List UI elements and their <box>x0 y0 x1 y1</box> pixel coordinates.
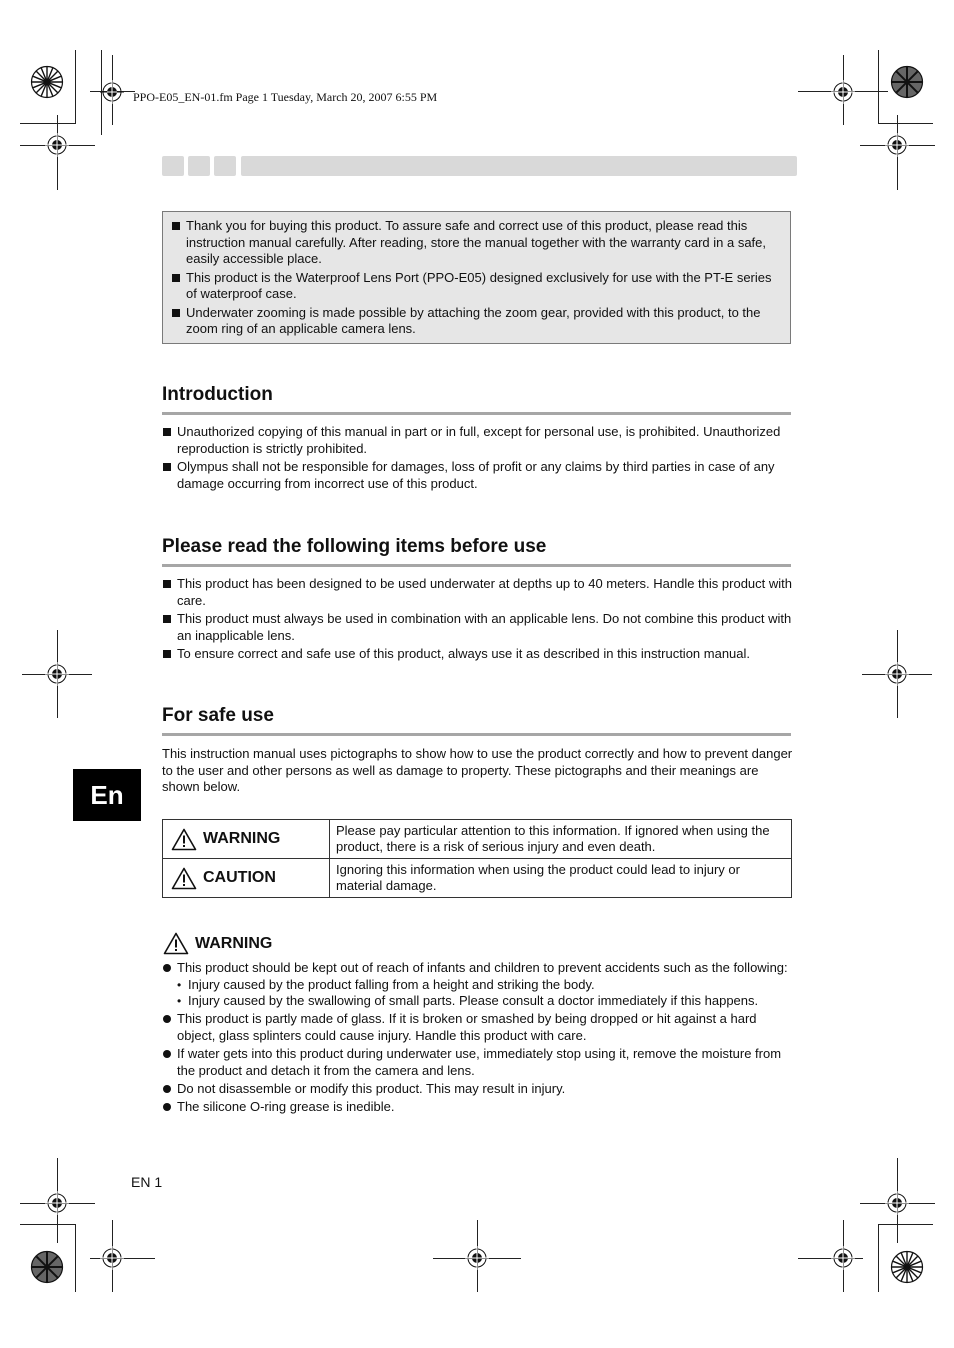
section-rule <box>162 412 791 415</box>
introduction-list <box>162 424 794 494</box>
safe-use-intro: This instruction manual uses pictographs to show how to use the product correctly and how to prevent danger to the user and other persons as well as damage to property. These pictographs and their meanings are shown below. <box>162 746 793 795</box>
notice-box <box>162 211 791 344</box>
before-use-list <box>162 576 794 664</box>
list-item: Do not disassemble or modify this product. This may result in injury. <box>162 1081 794 1098</box>
header-square <box>214 156 236 176</box>
registration-mark-icon <box>885 662 909 686</box>
header-square <box>162 156 184 176</box>
warning-heading <box>163 932 272 955</box>
language-tab: En <box>73 769 141 821</box>
pictograph-description: Please pay particular attention to this information. If ignored when using the product, there is a risk of serious injury and even death. <box>330 820 792 859</box>
warning-triangle-icon <box>171 828 197 851</box>
registration-mark-icon <box>45 1191 69 1215</box>
registration-mark-icon <box>831 80 855 104</box>
registration-mark-icon <box>885 1191 909 1215</box>
registration-mark-icon <box>885 133 909 157</box>
list-item: This product must always be used in combination with an applicable lens. Do not combine this product with an inapplicable lens. <box>162 611 794 644</box>
registration-mark-icon <box>100 80 124 104</box>
pictograph-label: WARNING <box>203 830 281 847</box>
star-target-icon <box>30 65 64 99</box>
warning-list <box>162 960 794 1117</box>
sub-list-item: • Injury caused by the swallowing of small parts. Please consult a doctor immediately if this happens. <box>177 993 794 1010</box>
list-item: This product is the Waterproof Lens Port (PPO-E05) designed exclusively for use with the PT-E series of waterproof case. <box>171 270 780 303</box>
list-item: Underwater zooming is made possible by attaching the zoom gear, provided with this product, to the zoom ring of an applicable camera lens. <box>171 305 780 338</box>
registration-mark-icon <box>465 1246 489 1270</box>
list-item: This product has been designed to be used underwater at depths up to 40 meters. Handle this product with care. <box>162 576 794 609</box>
table-row <box>163 820 792 859</box>
star-target-icon <box>890 1250 924 1284</box>
list-item: Olympus shall not be responsible for damages, loss of profit or any claims by third parties in case of any damage occurring from incorrect use of this product. <box>162 459 794 492</box>
table-row <box>163 859 792 898</box>
sub-list-item: • Injury caused by the product falling from a height and striking the body. <box>177 977 794 994</box>
warning-title: WARNING <box>195 934 273 952</box>
header-square <box>188 156 210 176</box>
section-title-introduction: Introduction <box>162 384 273 405</box>
pictograph-label: CAUTION <box>203 869 276 886</box>
registration-mark-icon <box>100 1246 124 1270</box>
section-rule <box>162 733 791 736</box>
pictograph-label-cell <box>163 820 330 859</box>
registration-mark-icon <box>831 1246 855 1270</box>
warning-triangle-icon <box>163 932 189 955</box>
section-title-before-use: Please read the following items before use <box>162 536 547 557</box>
warning-triangle-icon <box>171 867 197 890</box>
list-item: To ensure correct and safe use of this product, always use it as described in this instruction manual. <box>162 646 794 663</box>
list-item: If water gets into this product during underwater use, immediately stop using it, remove the moisture from the product and detach it from the camera and lens. <box>162 1046 794 1079</box>
pictograph-label-cell <box>163 859 330 898</box>
section-rule <box>162 564 791 567</box>
header-band <box>241 156 797 176</box>
list-item-text: This product should be kept out of reach of infants and children to prevent accidents such as the following: <box>177 960 788 975</box>
page-number: EN 1 <box>131 1174 163 1190</box>
list-item: The silicone O-ring grease is inedible. <box>162 1099 794 1116</box>
star-target-icon <box>30 1250 64 1284</box>
star-target-icon <box>890 65 924 99</box>
list-item: Thank you for buying this product. To assure safe and correct use of this product, please read this instruction manual carefully. After reading, store the manual together with the warranty card in a safe, easily accessible place. <box>171 218 780 268</box>
list-item <box>162 960 794 1010</box>
registration-mark-icon <box>45 662 69 686</box>
pictograph-table <box>162 819 792 898</box>
list-item: Unauthorized copying of this manual in part or in full, except for personal use, is prohibited. Unauthorized reproduction is strictly prohibited. <box>162 424 794 457</box>
file-slug: PPO-E05_EN-01.fm Page 1 Tuesday, March 20, 2007 6:55 PM <box>133 90 438 104</box>
list-item: This product is partly made of glass. If it is broken or smashed by being dropped or hit against a hard object, glass splinters could cause injury. Handle this product with care. <box>162 1011 794 1044</box>
registration-mark-icon <box>45 133 69 157</box>
section-title-safe-use: For safe use <box>162 705 274 726</box>
notice-list <box>171 218 780 338</box>
pictograph-description: Ignoring this information when using the product could lead to injury or material damage. <box>330 859 792 898</box>
sub-list <box>177 977 794 1010</box>
